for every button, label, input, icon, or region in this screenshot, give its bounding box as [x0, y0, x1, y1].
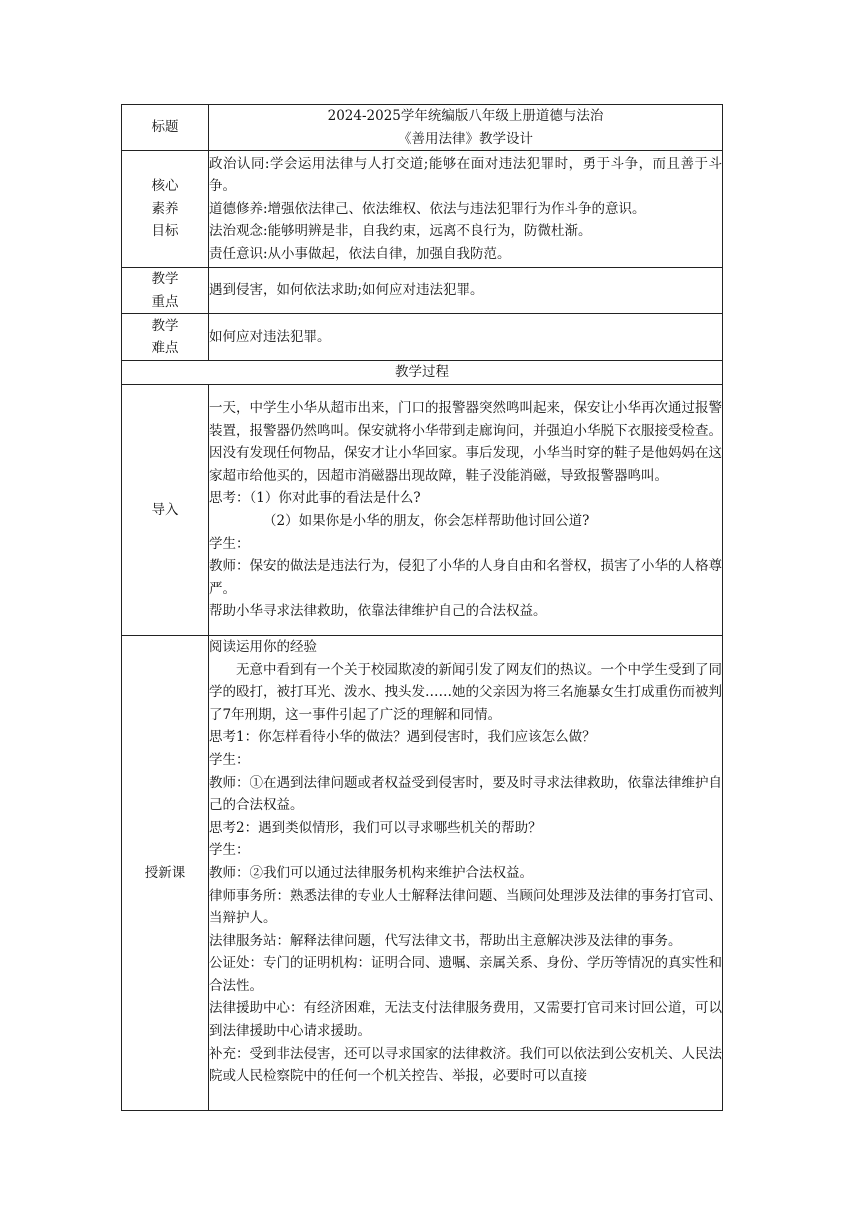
key-points-row [122, 268, 723, 314]
intro-row [122, 384, 723, 635]
core-label-line: 素养 [151, 200, 179, 217]
notary-office-text: 公证处：专门的证明机构：证明合同、遗嘱、亲属关系、身份、学历等情况的真实性和合法性。 [209, 955, 722, 994]
difficulty-label [122, 314, 209, 361]
core-label-line: 目标 [151, 223, 179, 240]
title-cell [209, 105, 723, 151]
question-1: 思考1：你怎样看待小华的做法？遇到侵害时，我们应该怎么做？ [209, 729, 596, 746]
process-header-row [122, 361, 723, 385]
title-row [122, 105, 723, 151]
law-firm-text: 律师事务所：熟悉法律的专业人士解释法律问题、当顾问处理涉及法律的事务打官司、当辩护人。 [209, 887, 722, 927]
intro-content [209, 384, 723, 635]
key-points-text: 遇到侵害，如何依法求助;如何应对违法犯罪。 [209, 268, 723, 314]
process-header: 教学过程 [122, 361, 723, 385]
student-answer-1: 学生： [209, 751, 250, 768]
political-identity-text: 政治认同:学会运用法律与人打交道;能够在面对违法犯罪时，勇于斗争，而且善于斗争。 [209, 155, 722, 195]
supplement-text: 补充：受到非法侵害，还可以寻求国家的法律救济。我们可以依法到公安机关、人民法院或人民检察院中的任何一个机关控告、举报，必要时可以直接 [209, 1045, 722, 1085]
intro-help: 帮助小华寻求法律救助，依靠法律维护自己的合法权益。 [209, 603, 547, 620]
teacher-answer-2: 教师：②我们可以通过法律服务机构来维护合法权益。 [209, 864, 533, 881]
question-2: 思考2：遇到类似情形，我们可以寻求哪些机关的帮助？ [209, 819, 542, 836]
difficulty-text: 如何应对违法犯罪。 [209, 314, 723, 361]
moral-cultivation-text: 道德修养:增强依法律己、依法维权、依法与违法犯罪行为作斗争的意识。 [209, 200, 646, 217]
title-line-2: 《善用法律》教学设计 [398, 130, 533, 147]
key-label-line: 重点 [151, 293, 179, 310]
rule-of-law-text: 法治观念:能够明辨是非，自我约束，远离不良行为，防微杜渐。 [209, 223, 592, 240]
new-lesson-content [209, 635, 723, 1110]
key-points-label [122, 268, 209, 314]
lesson-plan-table [121, 104, 723, 1111]
title-label: 标题 [122, 105, 209, 151]
intro-story: 一天，中学生小华从超市出来，门口的报警器突然鸣叫起来，保安让小华再次通过报警装置，报警器仍然鸣叫。保安就将小华带到走廊询问，并强迫小华脱下衣服接受检查。因没有发现任何物品，保安才让小华回家。事后发现，小华当时穿的鞋子是他妈妈在这家超市给他买的，因超市消磁器出现故障，鞋子没能消磁，导致报警器鸣叫。 [209, 400, 722, 484]
key-label-line: 教学 [151, 271, 179, 288]
difficulty-label-line: 教学 [151, 317, 179, 334]
new-lesson-label: 授新课 [122, 635, 209, 1110]
core-literacy-row [122, 151, 723, 268]
core-literacy-content [209, 151, 723, 268]
intro-think-2: （2）如果你是小华的朋友，你会怎样帮助他讨回公道? [263, 512, 590, 529]
core-label-line: 核心 [151, 178, 179, 195]
difficulty-label-line: 难点 [151, 340, 179, 357]
bullying-case: 无意中看到有一个关于校园欺凌的新闻引发了网友们的热议。一个中学生受到了同学的殴打，被打耳光、泼水、拽头发……她的父亲因为将三名施暴女生打成重伤而被判了7年刑期，这一事件引起了广泛的理解和同情。 [209, 661, 722, 723]
difficulty-row [122, 314, 723, 361]
new-lesson-row [122, 635, 723, 1110]
student-answer-2: 学生： [209, 842, 250, 859]
intro-label: 导入 [122, 384, 209, 635]
core-literacy-label [122, 151, 209, 268]
legal-service-station-text: 法律服务站：解释法律问题，代写法律文书，帮助出主意解决涉及法律的事务。 [209, 932, 682, 949]
intro-teacher: 教师：保安的做法是违法行为，侵犯了小华的人身自由和名誉权，损害了小华的人格尊严。 [209, 558, 722, 597]
intro-student: 学生： [209, 535, 250, 552]
teacher-answer-1: 教师：①在遇到法律问题或者权益受到侵害时，要及时寻求法律救助，依靠法律维护自己的合法权益。 [209, 774, 722, 814]
intro-think-1: 思考：（1）你对此事的看法是什么? [209, 490, 421, 507]
title-line-1: 2024-2025学年统编版八年级上册道德与法治 [327, 108, 604, 124]
legal-aid-center-text: 法律援助中心：有经济困难，无法支付法律服务费用，又需要打官司来讨回公道，可以到法律援助中心请求援助。 [209, 1000, 722, 1040]
new-lesson-heading: 阅读运用你的经验 [209, 638, 317, 655]
responsibility-text: 责任意识:从小事做起，依法自律，加强自我防范。 [209, 246, 511, 263]
